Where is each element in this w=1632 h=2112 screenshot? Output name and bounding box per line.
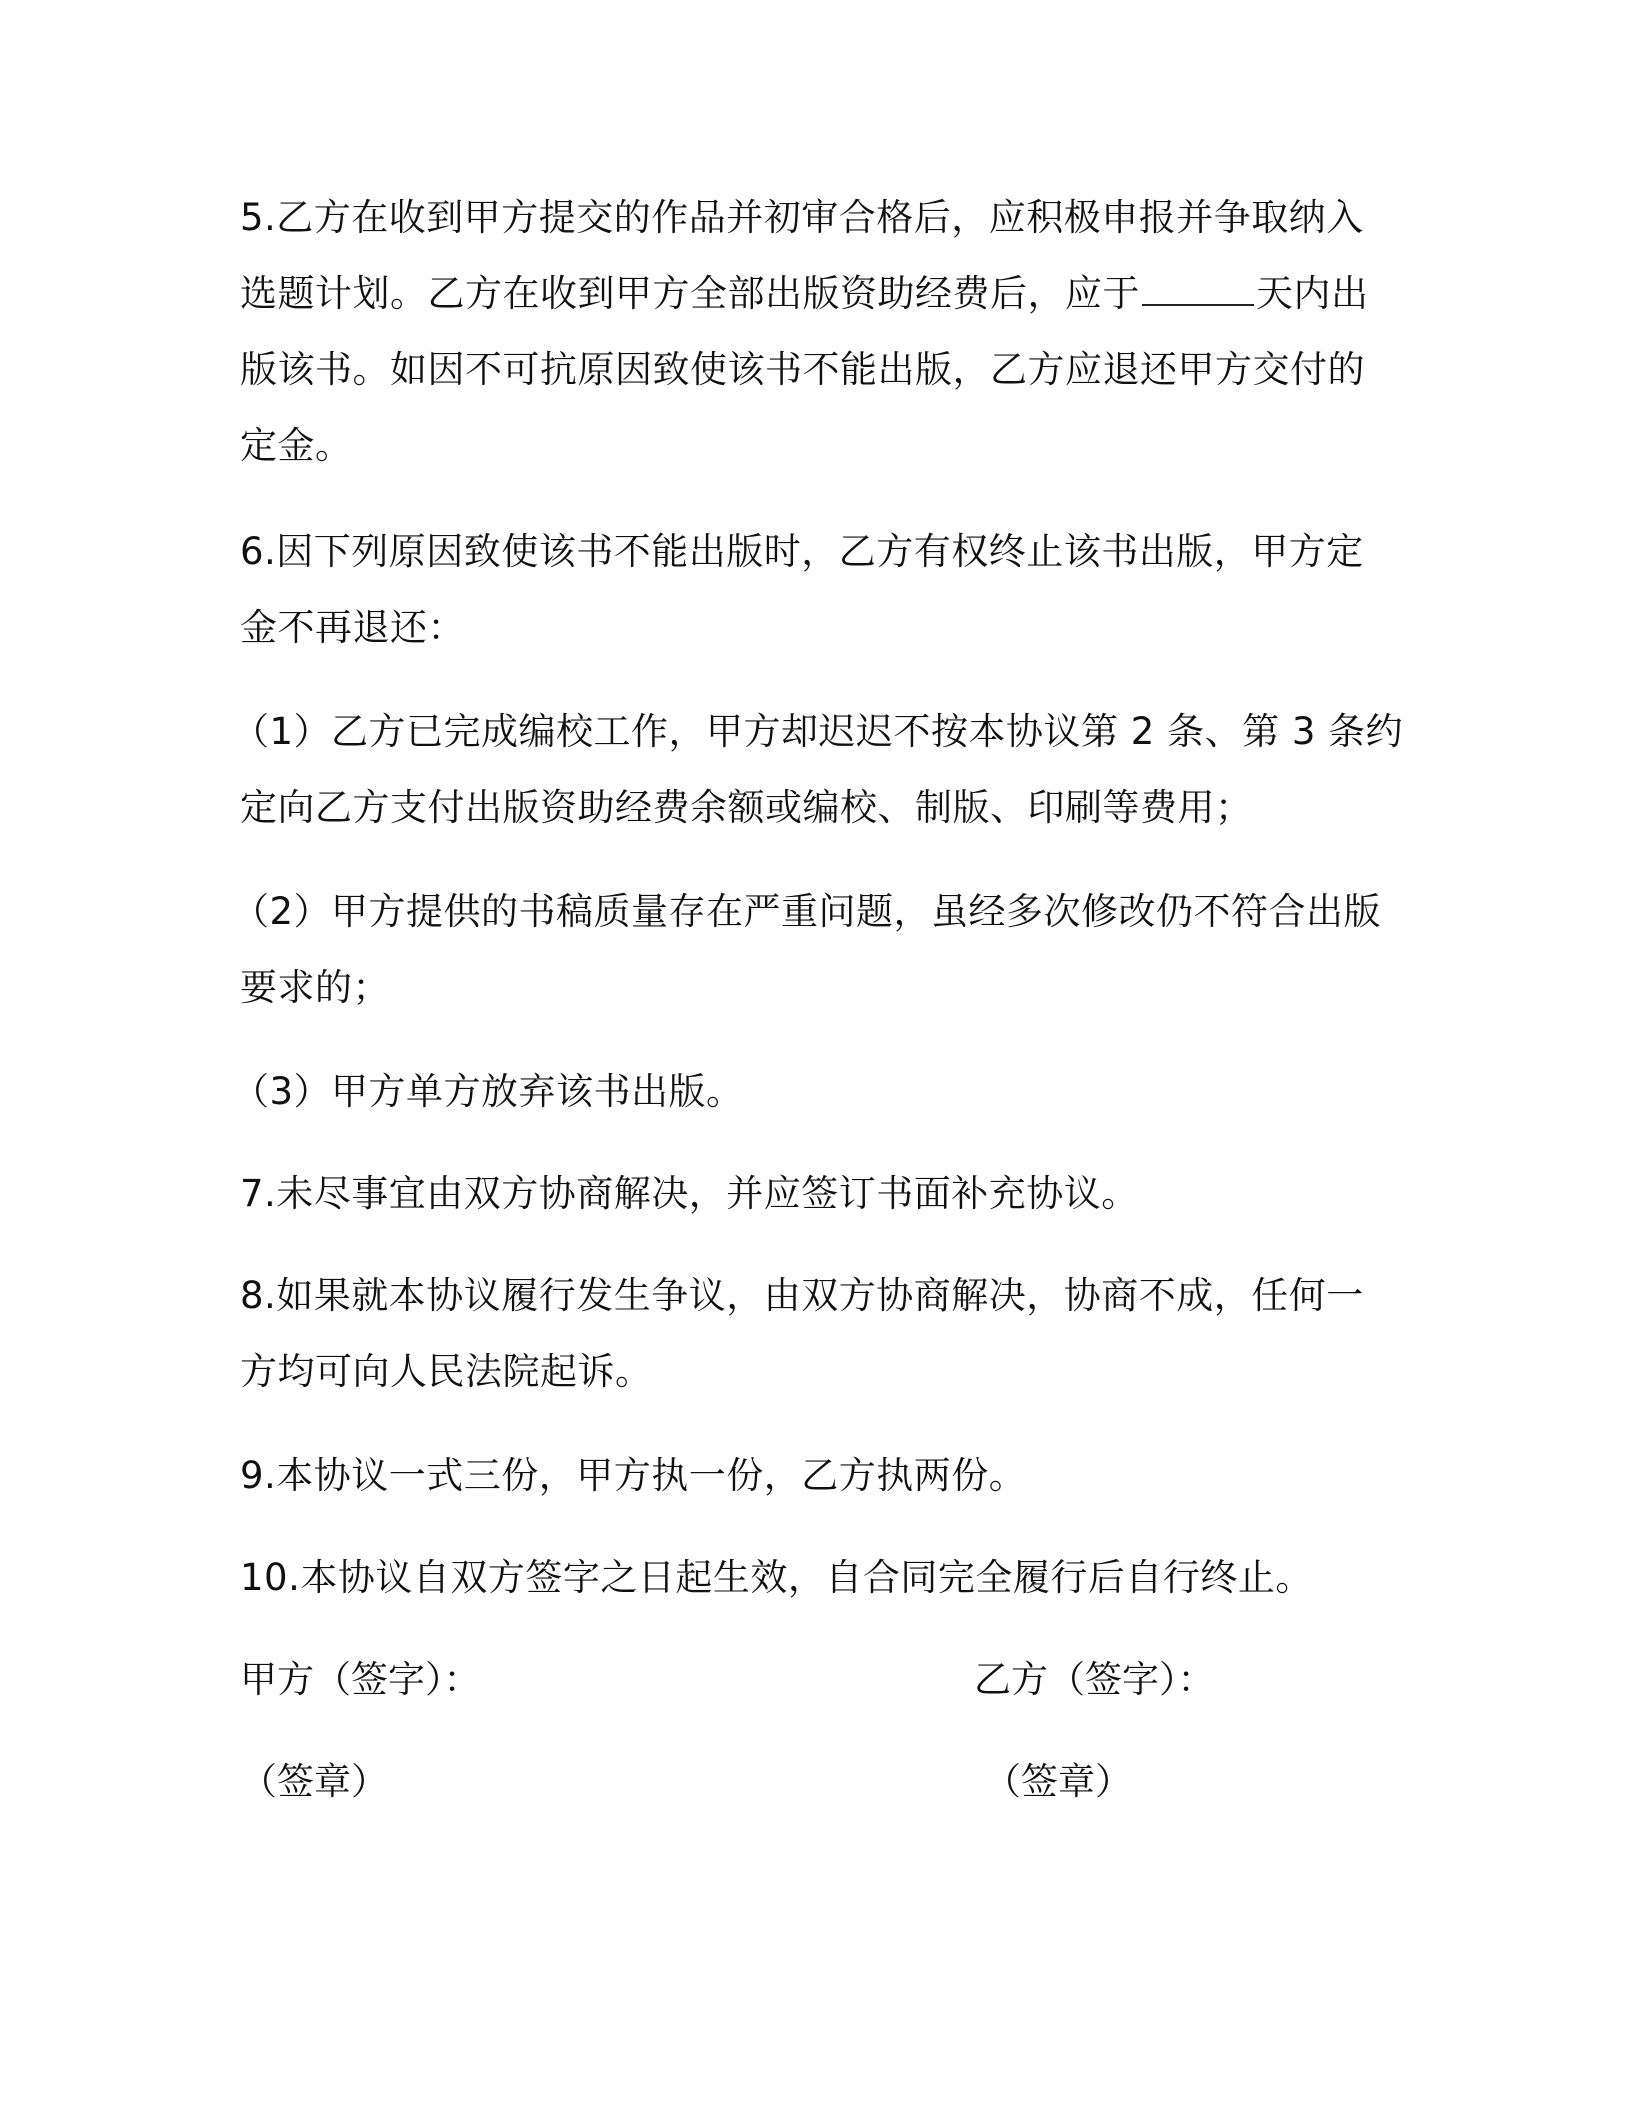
clause-6-item-1-line-1: （1）乙方已完成编校工作，甲方却迟迟不按本协议第 2 条、第 3 条约 [232, 710, 1404, 753]
clause-5-line-3: 版该书。如因不可抗原因致使该书不能出版，乙方应退还甲方交付的 [240, 348, 1365, 391]
days-blank-field [1142, 274, 1254, 306]
clause-9 [240, 1438, 1400, 1514]
clause-9-line-1: 9.本协议一式三份，甲方执一份，乙方执两份。 [240, 1454, 1027, 1497]
clause-10-line-1: 10.本协议自双方签字之日起生效，自合同完全履行后自行终止。 [240, 1556, 1313, 1599]
party-b-seal-label: （签章） [984, 1760, 1132, 1803]
clause-5 [240, 180, 1400, 484]
clause-5-line-2-start: 选题计划。乙方在收到甲方全部出版资助经费后，应于 [240, 272, 1140, 315]
clause-6-item-3 [232, 1054, 1392, 1130]
clause-6-item-2-line-1: （2）甲方提供的书稿质量存在严重问题，虽经多次修改仍不符合出版 [232, 890, 1382, 933]
clause-7 [240, 1156, 1400, 1232]
clause-6-item-3-line-1: （3）甲方单方放弃该书出版。 [232, 1070, 744, 1113]
clause-6-item-1-line-2: 定向乙方支付出版资助经费余额或编校、制版、印刷等费用； [240, 786, 1253, 829]
clause-8-line-1: 8.如果就本协议履行发生争议，由双方协商解决，协商不成，任何一 [240, 1274, 1364, 1317]
clause-8 [240, 1258, 1400, 1410]
clause-7-line-1: 7.未尽事宜由双方协商解决，并应签订书面补充协议。 [240, 1172, 1139, 1215]
clause-5-line-4: 定金。 [240, 424, 353, 467]
party-a-seal-label: （签章） [240, 1760, 388, 1803]
party-b-signature-label: 乙方（签字）： [974, 1658, 1215, 1701]
clause-5-line-1: 5.乙方在收到甲方提交的作品并初审合格后，应积极申报并争取纳入 [240, 196, 1364, 239]
party-a-signature-label: 甲方（签字）： [240, 1658, 481, 1701]
clause-6-item-2 [232, 874, 1392, 1026]
clause-6-line-2: 金不再退还： [240, 606, 465, 649]
clause-10 [240, 1540, 1400, 1616]
clause-6 [240, 514, 1400, 666]
clause-6-item-2-line-2: 要求的； [240, 966, 390, 1009]
clause-6-line-1: 6.因下列原因致使该书不能出版时，乙方有权终止该书出版，甲方定 [240, 530, 1364, 573]
clause-5-line-2 [240, 256, 1400, 332]
clause-5-line-2-end: 天内出 [1256, 272, 1369, 315]
clause-8-line-2: 方均可向人民法院起诉。 [240, 1350, 653, 1393]
clause-6-item-1 [232, 694, 1404, 846]
